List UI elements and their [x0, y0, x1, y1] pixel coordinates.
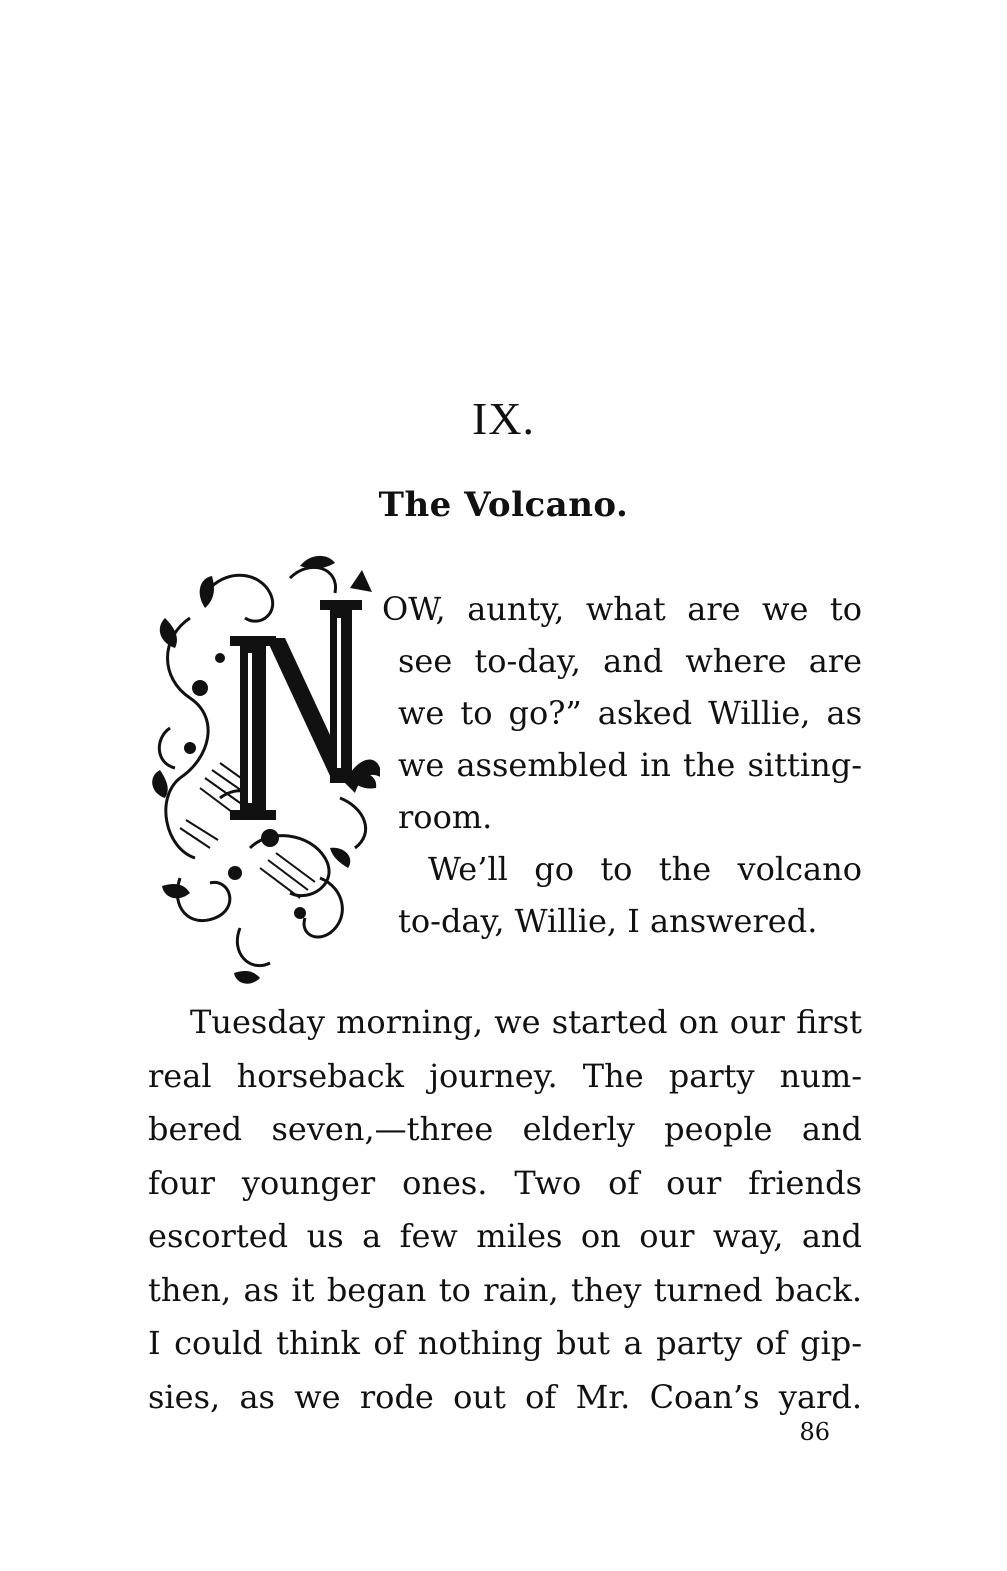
body-line: Tuesday morning, we started on our first	[190, 1003, 862, 1041]
intro-line: OW, aunty, what are we to	[382, 590, 862, 628]
page-number: 86	[799, 1418, 830, 1446]
ornate-initial-n-icon	[150, 548, 380, 988]
body-line: real horseback journey. The party num-	[148, 1056, 862, 1095]
body-line: I could think of nothing but a party of gip-	[148, 1324, 862, 1362]
chapter-number: IX.	[471, 393, 536, 444]
chapter-title: The Volcano.	[378, 485, 629, 525]
intro-line: room.	[398, 798, 493, 836]
body-line: then, as it began to rain, they turned back.	[148, 1270, 862, 1309]
intro-line: We’ll go to the volcano	[428, 850, 862, 888]
body-line: four younger ones. Two of our friends	[148, 1163, 862, 1202]
body-line: bered seven,—three elderly people and	[148, 1110, 862, 1148]
intro-line: we to go?” asked Willie, as	[398, 694, 862, 732]
intro-line: see to-day, and where are	[398, 642, 862, 680]
body-paragraph	[148, 996, 862, 1424]
intro-line: we assembled in the sitting-	[398, 746, 862, 784]
intro-paragraph	[382, 583, 862, 947]
body-line: sies, as we rode out of Mr. Coan’s yard.	[148, 1377, 862, 1416]
body-line: escorted us a few miles on our way, and	[148, 1217, 862, 1255]
intro-line: to-day, Willie, I answered.	[398, 902, 818, 940]
